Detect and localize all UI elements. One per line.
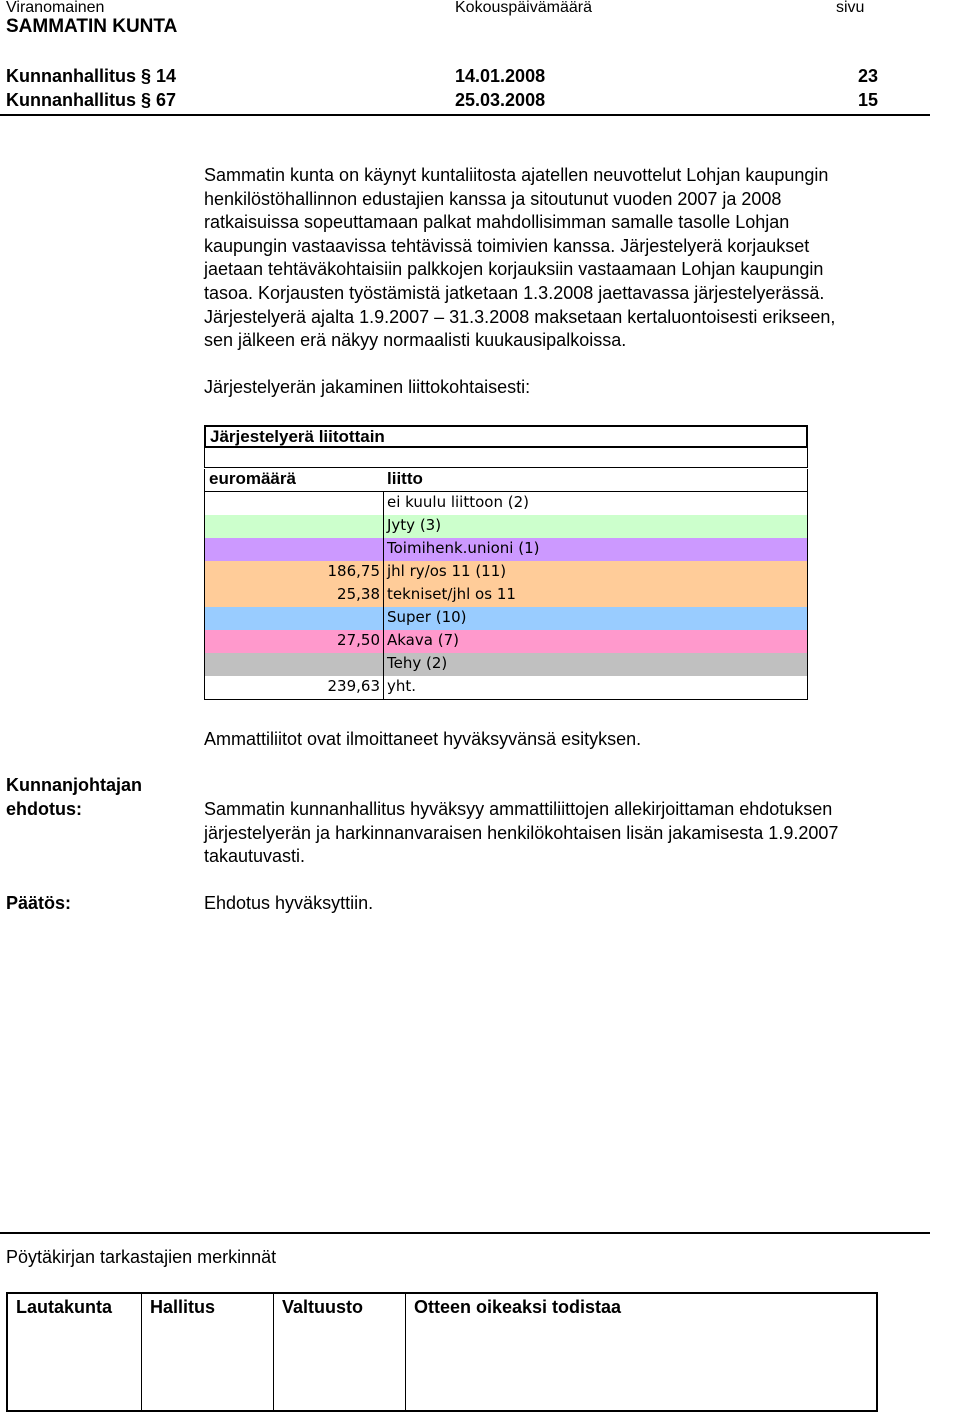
column-divider (383, 630, 384, 653)
table-row (204, 653, 808, 677)
table-row (204, 630, 808, 654)
paragraph-line: kaupungin vastaavissa tehtävissä toimivien kanssa. Järjestelyerä korjaukset (204, 235, 810, 256)
table-row (204, 515, 808, 539)
cell-lautakunta (8, 1294, 142, 1410)
table-row (204, 584, 808, 608)
paragraph-line: tasoa. Korjausten työstämistä jatketaan 1.3.2008 jaettavassa järjestelyerässä. (204, 282, 825, 303)
meeting-date-2: 25.03.2008 (455, 90, 546, 110)
proposal-line: Sammatin kunnanhallitus hyväksyy ammattiliittojen allekirjoittaman ehdotuksen (204, 799, 833, 819)
union-name: Tehy (2) (387, 654, 448, 672)
authority-name: SAMMATIN KUNTA (6, 16, 178, 37)
column-divider (383, 653, 384, 676)
union-name: jhl ry/os 11 (11) (387, 562, 507, 580)
paragraph-line: ratkaisuissa sopeuttamaan palkat mahdollisimman samalle tasolle Lohjan (204, 212, 790, 233)
union-name: yht. (387, 677, 417, 695)
cell-hallitus-label: Hallitus (150, 1297, 216, 1317)
proposal-label-line1: Kunnanjohtajan (6, 775, 142, 795)
cell-lautakunta-label: Lautakunta (16, 1297, 113, 1317)
table-row (204, 676, 808, 700)
union-name: ei kuulu liittoon (2) (387, 493, 529, 511)
table-header-row (204, 469, 808, 492)
paragraph-line: sen jälkeen erä näkyy normaalisti kuukausipalkoissa. (204, 330, 627, 351)
cell-valtuusto-label: Valtuusto (282, 1297, 364, 1317)
amount-value: 27,50 (337, 631, 380, 649)
amount-value: 239,63 (327, 677, 380, 695)
cell-hallitus (142, 1294, 274, 1410)
paragraph-line: Järjestelyerä ajalta 1.9.2007 – 31.3.2008 maksetaan kertaluontoisesti erikseen, (204, 306, 836, 327)
paragraph-line: jaetaan tehtäväkohtaisiin palkkojen korjauksiin vastaamaan Lohjan kaupungin (204, 259, 824, 280)
table-spacer-row (204, 447, 808, 468)
meeting-page-1: 23 (858, 66, 879, 86)
amount-value: 186,75 (327, 562, 380, 580)
paragraph-line: henkilöstöhallinnon edustajien kanssa ja sitoutunut vuoden 2007 ja 2008 (204, 188, 782, 209)
union-name: Akava (7) (387, 631, 459, 649)
decision-text: Ehdotus hyväksyttiin. (204, 893, 374, 913)
union-color-cell (384, 676, 807, 699)
meeting-body-2: Kunnanhallitus § 67 (6, 90, 177, 110)
table-row (204, 538, 808, 562)
meeting-body-1: Kunnanhallitus § 14 (6, 66, 177, 86)
union-name: Jyty (3) (387, 516, 442, 534)
signature-table (6, 1292, 878, 1412)
column-divider (383, 561, 384, 584)
meeting-date-1: 14.01.2008 (455, 66, 546, 86)
table-row (204, 607, 808, 631)
table-row (204, 492, 808, 516)
proposal-line: takautuvasti. (204, 846, 306, 867)
meeting-page-2: 15 (858, 90, 879, 110)
proposal-line: järjestelyerän ja harkinnanvaraisen henkilökohtaisen lisän jakamisesta 1.9.2007 (204, 822, 839, 843)
unions-note: Ammattiliitot ovat ilmoittaneet hyväksyvänsä esityksen. (204, 729, 642, 749)
column-divider (383, 607, 384, 630)
cell-valtuusto (274, 1294, 406, 1410)
table-title: Järjestelyerä liitottain (210, 427, 385, 446)
union-name: Toimihenk.unioni (1) (387, 539, 540, 557)
column-divider (383, 515, 384, 538)
header-page-label: sivu (836, 0, 865, 16)
cell-otteen-oikeaksi (406, 1294, 876, 1410)
column-divider (383, 538, 384, 561)
main-paragraph (204, 164, 944, 353)
table-row (204, 561, 808, 585)
header-divider (0, 114, 930, 116)
header-authority-label: Viranomainen (6, 0, 105, 16)
column-divider (383, 676, 384, 699)
amount-value: 25,38 (337, 585, 380, 603)
union-name: Super (10) (387, 608, 467, 626)
column-header-amount: euromäärä (209, 469, 296, 488)
footer-divider (0, 1232, 930, 1234)
header-date-label: Kokouspäivämäärä (455, 0, 592, 16)
proposal-label-line2: ehdotus: (6, 799, 82, 819)
table-title-row (204, 425, 808, 448)
proposal-text (204, 798, 944, 869)
union-color-cell (384, 515, 807, 538)
paragraph-line: Sammatin kunta on käynyt kuntaliitosta ajatellen neuvottelut Lohjan kaupungin (204, 165, 829, 185)
cell-otteen-oikeaksi-label: Otteen oikeaksi todistaa (414, 1297, 622, 1317)
column-divider (383, 492, 384, 515)
union-color-cell (384, 653, 807, 676)
decision-label: Päätös: (6, 893, 72, 913)
column-header-union: liitto (387, 469, 423, 488)
footer-title: Pöytäkirjan tarkastajien merkinnät (6, 1247, 277, 1267)
column-divider (383, 584, 384, 607)
union-name: tekniset/jhl os 11 (387, 585, 516, 603)
distribution-intro: Järjestelyerän jakaminen liittokohtaisesti: (204, 377, 531, 397)
